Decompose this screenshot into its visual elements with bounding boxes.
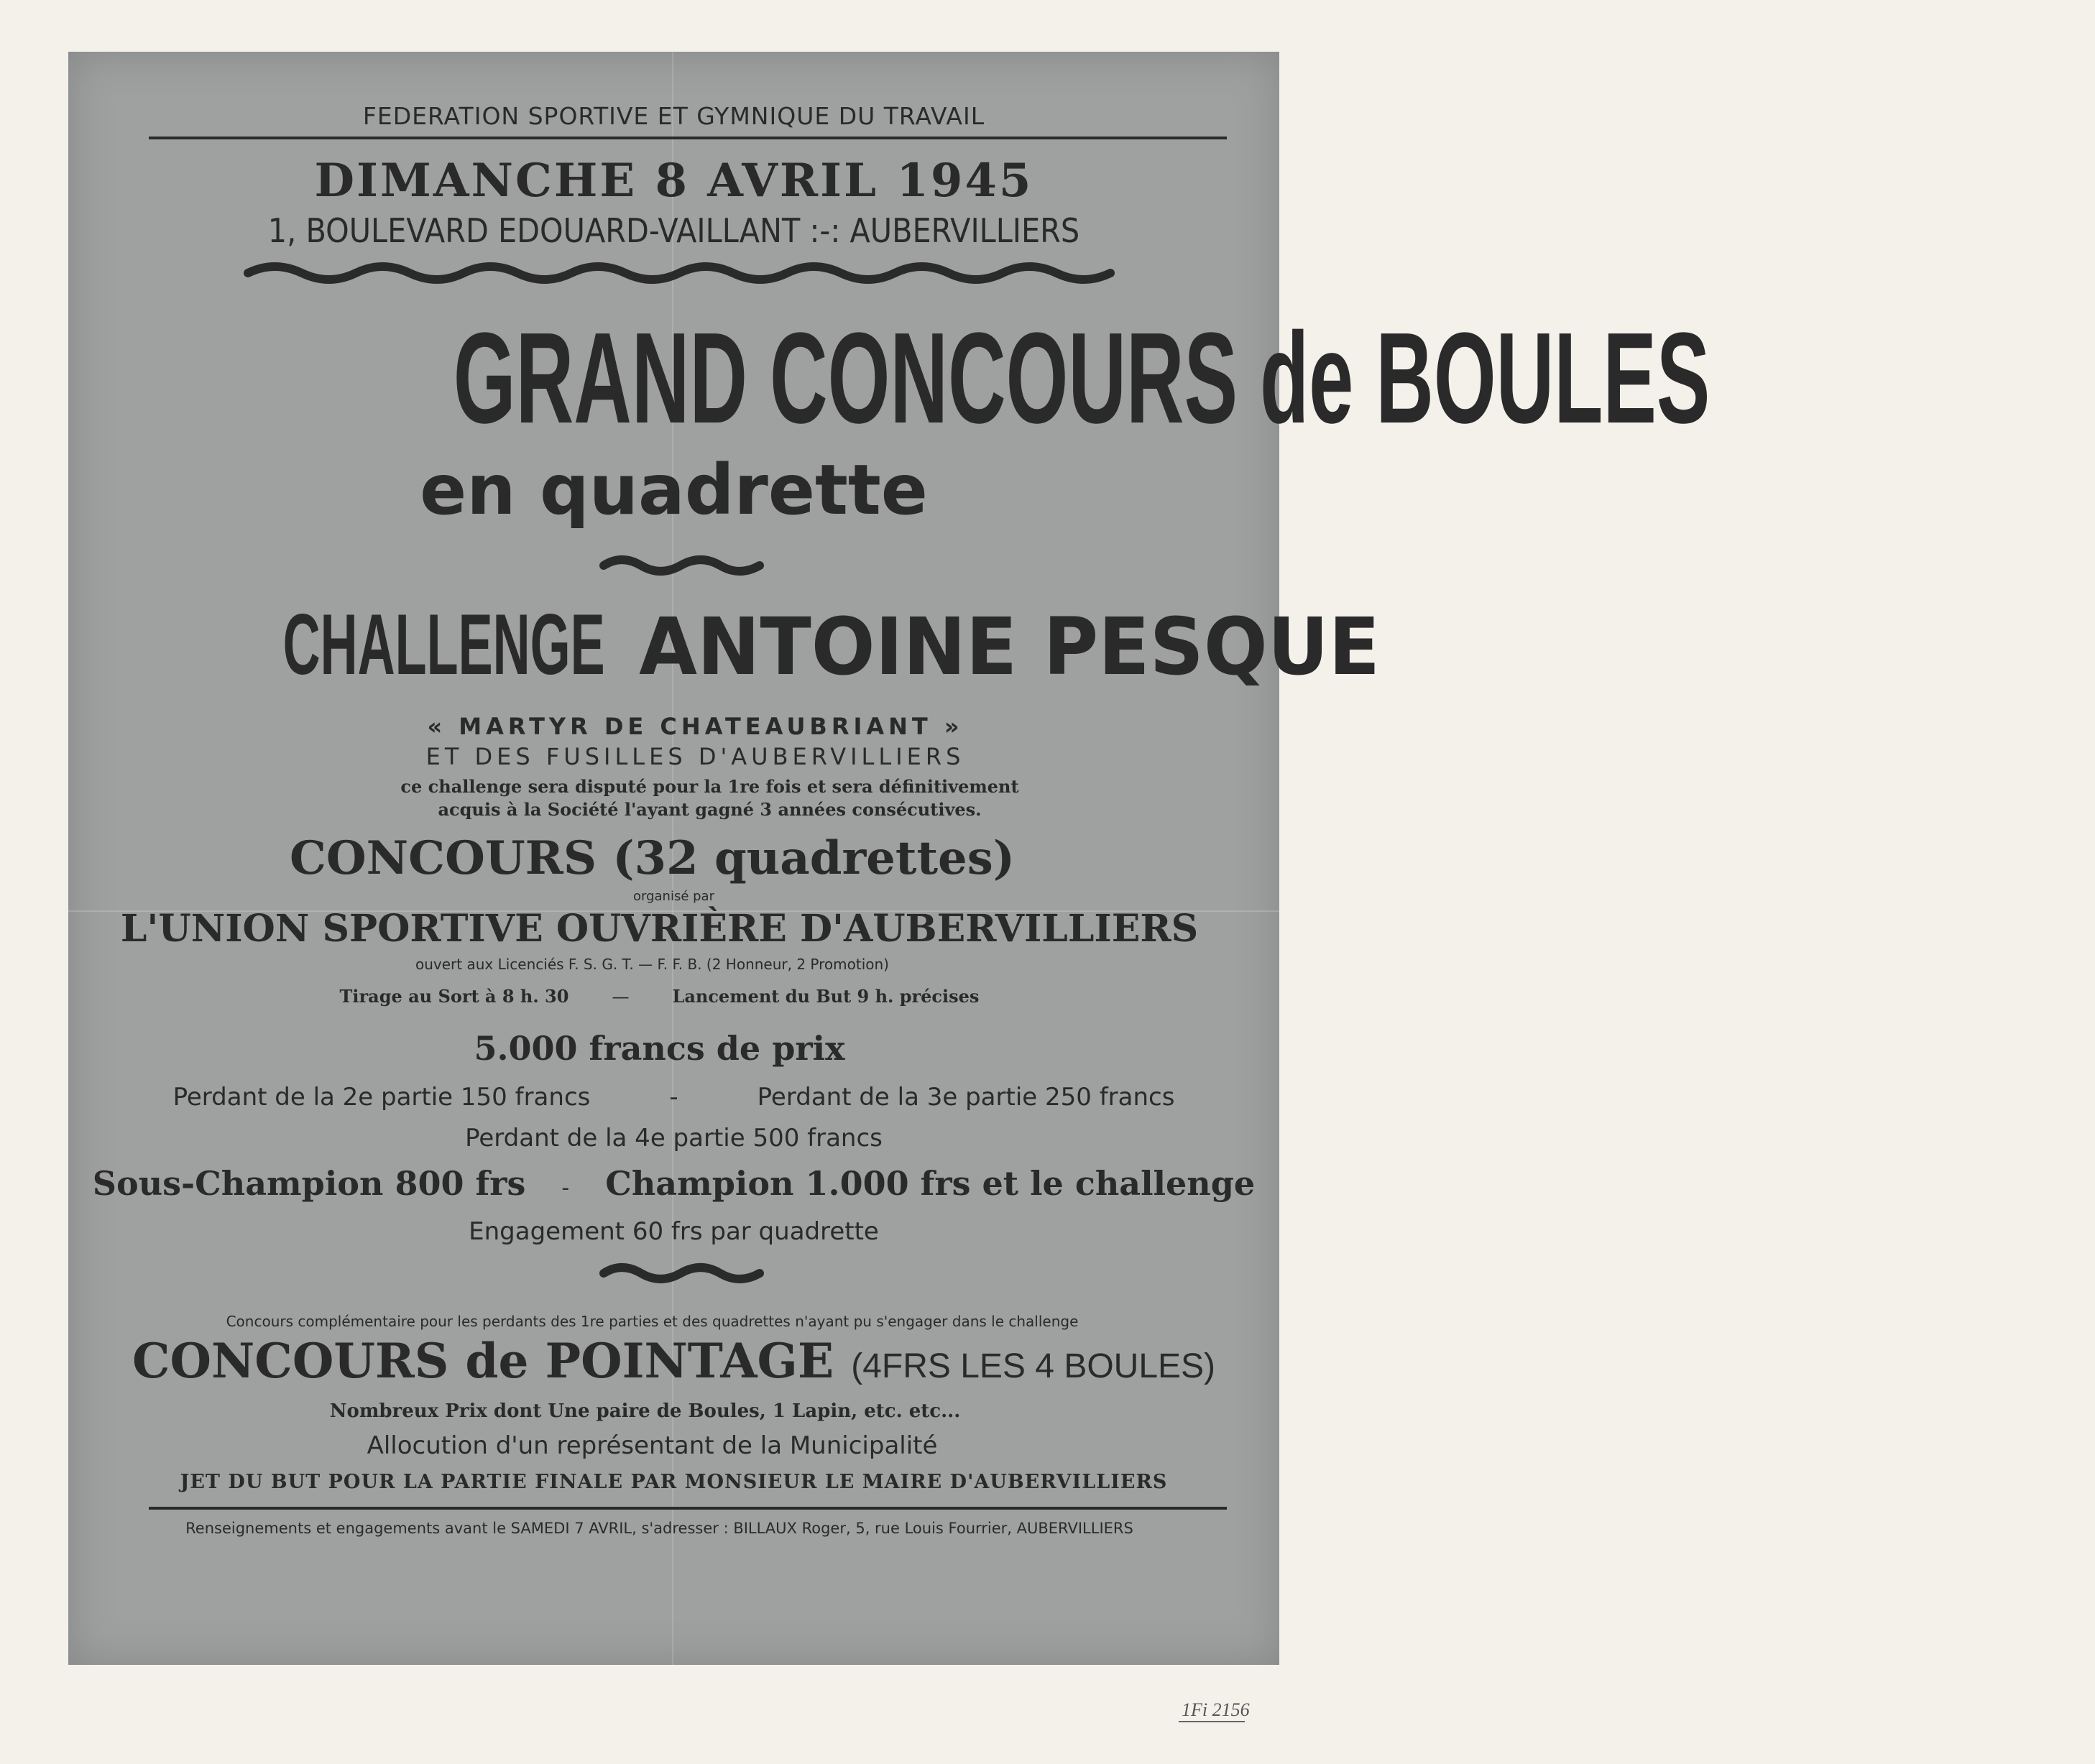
pointage-heading: [68, 1332, 1279, 1403]
complementary-note: Concours complémentaire pour les perdants des 1re parties et des quadrettes n'ayant pu s'engager dans le challenge: [226, 1313, 1079, 1330]
main-title-text: GRAND CONCOURS de BOULES: [453, 306, 1710, 451]
event-address: 1, BOULEVARD EDOUARD-VAILLANT :-: AUBERVILLIERS: [267, 211, 1080, 250]
bottom-rule: [149, 1507, 1227, 1510]
prize-row-1: [68, 1083, 1279, 1112]
challenge-rule-2: acquis à la Société l'ayant gagné 3 années consécutives.: [438, 799, 982, 820]
archive-shelf-mark: 1Fi 2156: [1182, 1699, 1250, 1720]
challenge-prefix: CHALLENGE: [282, 596, 605, 693]
loser-3rd-round: Perdant de la 3e partie 250 francs: [757, 1083, 1175, 1112]
federation-header: FEDERATION SPORTIVE ET GYMNIQUE DU TRAVAIL: [362, 102, 985, 130]
poster: [68, 52, 1710, 1665]
open-to-line: ouvert aux Licenciés F. S. G. T. — F. F. B. (2 Honneur, 2 Promotion): [415, 956, 889, 973]
wave-ornament-2: [600, 551, 765, 580]
main-title: [68, 306, 1710, 451]
info-line: Renseignements et engagements avant le SAMEDI 7 AVRIL, s'adresser : BILLAUX Roger, 5, rue Louis Fourrier, AUBERVILLIERS: [185, 1520, 1133, 1537]
wave-ornament-1: [248, 259, 1118, 287]
champion-prize: Champion 1.000 frs et le challenge: [605, 1164, 1256, 1203]
prize-total: 5.000 francs de prix: [474, 1029, 845, 1068]
shelf-mark-underline: [1179, 1721, 1245, 1722]
pointage-title: CONCOURS de POINTAGE: [132, 1333, 834, 1389]
allocution-line: Allocution d'un représentant de la Municipalité: [367, 1431, 938, 1460]
schedule-line: [54, 986, 1265, 1007]
event-date: DIMANCHE 8 AVRIL 1945: [314, 154, 1033, 208]
separator-1: -: [669, 1083, 678, 1112]
top-rule: [149, 137, 1227, 139]
concours-title: CONCOURS (32 quadrettes): [289, 831, 1016, 885]
fusilles-line: ET DES FUSILLES D'AUBERVILLIERS: [425, 743, 965, 770]
launch-time: Lancement du But 9 h. précises: [672, 986, 980, 1007]
prize-row-2: [68, 1164, 1279, 1203]
draw-time: Tirage au Sort à 8 h. 30: [339, 986, 569, 1007]
challenge-heading: [68, 594, 1380, 721]
loser-4th-round: Perdant de la 4e partie 500 francs: [465, 1124, 883, 1153]
organised-by-label: organisé par: [633, 889, 714, 904]
challenge-name: ANTOINE PESQUE: [638, 601, 1380, 693]
wave-ornament-3: [600, 1259, 765, 1288]
final-line: JET DU BUT POUR LA PARTIE FINALE PAR MONSIEUR LE MAIRE D'AUBERVILLIERS: [180, 1471, 1168, 1493]
subtitle: en quadrette: [420, 450, 928, 530]
prizes-list: Nombreux Prix dont Une paire de Boules, 1 Lapin, etc. etc...: [329, 1400, 961, 1422]
entry-fee: Engagement 60 frs par quadrette: [469, 1217, 879, 1246]
runner-up-prize: Sous-Champion 800 frs: [92, 1164, 526, 1203]
loser-2nd-round: Perdant de la 2e partie 150 francs: [172, 1083, 591, 1112]
pointage-price: (4FRS LES 4 BOULES): [851, 1347, 1216, 1385]
challenge-rule-1: ce challenge sera disputé pour la 1re fois et sera définitivement: [400, 776, 1019, 797]
schedule-dash: —: [612, 987, 630, 1007]
organiser-name: L'UNION SPORTIVE OUVRIÈRE D'AUBERVILLIERS: [120, 907, 1199, 951]
martyr-line: « MARTYR DE CHATEAUBRIANT »: [427, 713, 964, 740]
separator-2: -: [561, 1176, 570, 1201]
